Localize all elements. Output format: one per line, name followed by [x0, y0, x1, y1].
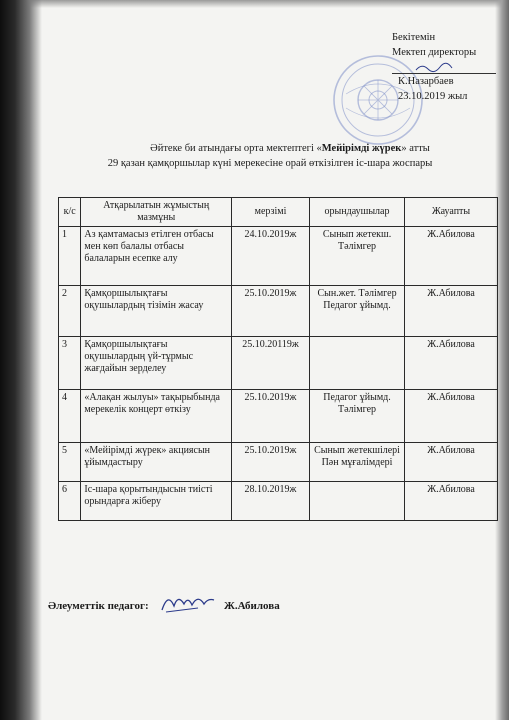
row-number: 6	[59, 482, 81, 521]
table-row	[59, 443, 498, 482]
row-date: 25.10.2019ж	[232, 443, 310, 482]
row-number: 1	[59, 227, 81, 286]
approval-director-name: К.Назарбаев	[398, 76, 454, 87]
row-responsible: Ж.Абилова	[405, 227, 498, 286]
plan-table	[58, 197, 498, 521]
title-suffix: » атты	[401, 143, 430, 154]
header-executors: орындаушылар	[309, 198, 404, 227]
row-responsible: Ж.Абилова	[405, 482, 498, 521]
scan-shadow-top	[0, 0, 509, 8]
table-row	[59, 482, 498, 521]
row-work: Қамқоршылықтағы оқушылардың тізімін жасау	[81, 286, 232, 337]
row-date: 28.10.2019ж	[232, 482, 310, 521]
table-row	[59, 390, 498, 443]
header-responsible: Жауапты	[405, 198, 498, 227]
approval-date: 23.10.2019 жыл	[398, 91, 468, 102]
approval-title: Бекітемін	[392, 32, 436, 43]
header-number: к/с	[59, 198, 81, 227]
footer-signature-block	[48, 600, 348, 612]
approval-signature-line	[392, 60, 496, 74]
row-executors	[309, 337, 404, 390]
row-number: 3	[59, 337, 81, 390]
title-event-name: Мейірімді жүрек	[321, 143, 402, 154]
row-responsible: Ж.Абилова	[405, 286, 498, 337]
footer-role: Әлеуметтік педагог:	[48, 600, 149, 612]
row-number: 5	[59, 443, 81, 482]
approval-block	[392, 30, 504, 104]
table-row	[59, 227, 498, 286]
row-executors: Сын.жет. Тәлімгер Педагог ұйымд.	[309, 286, 404, 337]
row-date: 25.10.2019ж	[232, 286, 310, 337]
row-number: 4	[59, 390, 81, 443]
director-signature-icon	[414, 61, 454, 73]
title-line-2: 29 қазан қамқоршылар күні мерекесіне орай өткізілген іс-шара жоспары	[107, 158, 433, 169]
row-work: Аз қамтамасыз етілген отбасы мен көп балалы отбасы балаларын есепке алу	[81, 227, 232, 286]
title-line-1	[60, 141, 480, 156]
row-work: «Алақан жылуы» тақырыбында мерекелік концерт өткізу	[81, 390, 232, 443]
scan-shadow-left	[0, 0, 42, 720]
row-date: 25.10.20119ж	[232, 337, 310, 390]
row-responsible: Ж.Абилова	[405, 443, 498, 482]
row-date: 25.10.2019ж	[232, 390, 310, 443]
approval-position: Мектеп директоры	[392, 47, 477, 58]
title-prefix: Әйтеке би атындағы орта мектептегі «	[150, 143, 322, 154]
header-work: Атқарылатын жұмыстың мазмұны	[81, 198, 232, 227]
document-title	[60, 141, 480, 171]
row-work: Қамқоршылықтағы оқушылардың үй-тұрмыс жағдайын зерделеу	[81, 337, 232, 390]
row-work: Іс-шара қорытындысын тиісті орындарға жіберу	[81, 482, 232, 521]
row-executors: Сынып жетекш. Тәлімгер	[309, 227, 404, 286]
row-executors: Сынып жетекшілері Пән мұғалімдері	[309, 443, 404, 482]
row-executors: Педагог ұйымд. Тәлімгер	[309, 390, 404, 443]
row-number: 2	[59, 286, 81, 337]
table-row	[59, 337, 498, 390]
row-responsible: Ж.Абилова	[405, 390, 498, 443]
row-date: 24.10.2019ж	[232, 227, 310, 286]
row-work: «Мейірімді жүрек» акциясын ұйымдастыру	[81, 443, 232, 482]
header-date: мерзімі	[232, 198, 310, 227]
table-row	[59, 286, 498, 337]
table-header-row	[59, 198, 498, 227]
row-executors	[309, 482, 404, 521]
row-responsible: Ж.Абилова	[405, 337, 498, 390]
footer-name: Ж.Абилова	[224, 600, 280, 612]
